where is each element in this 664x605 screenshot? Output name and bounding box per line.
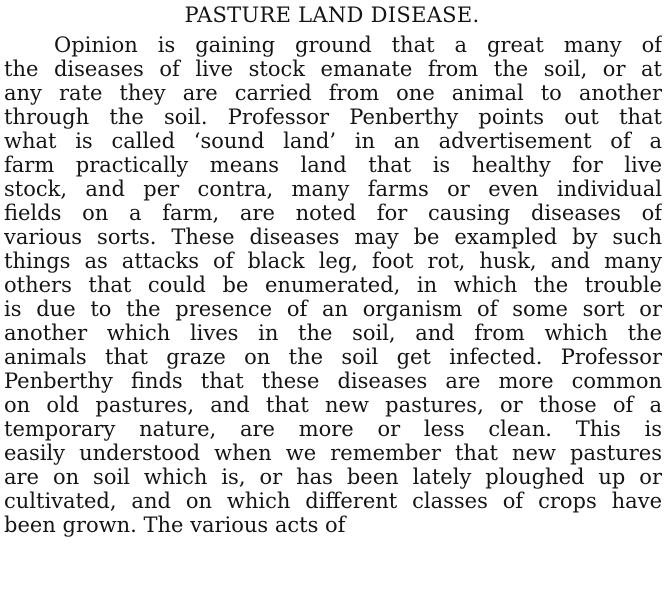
article-line: animals that graze on the soil get infected. Professor (4, 345, 662, 369)
article-line: others that could be enumerated, in which the trouble (4, 273, 662, 297)
article-line: fields on a farm, are noted for causing diseases of (4, 201, 662, 225)
article-line: are on soil which is, or has been lately ploughed up or (4, 465, 662, 489)
article-body (4, 33, 662, 537)
article-title: PASTURE LAND DISEASE. (184, 3, 480, 27)
article-line: any rate they are carried from one animal to another (4, 81, 662, 105)
article-line: through the soil. Professor Penberthy points out that (4, 105, 662, 129)
article-line: on old pastures, and that new pastures, or those of a (4, 393, 662, 417)
article-line: various sorts. These diseases may be exampled by such (4, 225, 662, 249)
article-line: stock, and per contra, many farms or even individual (4, 177, 662, 201)
article-line: temporary nature, are more or less clean. This is (4, 417, 662, 441)
article-line: cultivated, and on which different classes of crops have (4, 489, 662, 513)
article-line: is due to the presence of an organism of some sort or (4, 297, 662, 321)
article-line: the diseases of live stock emanate from the soil, or at (4, 57, 662, 81)
article-line: farm practically means land that is healthy for live (4, 153, 662, 177)
article-line: easily understood when we remember that new pastures (4, 441, 662, 465)
article-line: what is called ‘sound land’ in an advertisement of a (4, 129, 662, 153)
article-line: Opinion is gaining ground that a great many of (54, 33, 662, 57)
article-line: been grown. The various acts of (4, 513, 346, 537)
article-line: Penberthy finds that these diseases are more common (4, 369, 662, 393)
article-line: things as attacks of black leg, foot rot, husk, and many (4, 249, 662, 273)
article-line: another which lives in the soil, and from which the (4, 321, 662, 345)
